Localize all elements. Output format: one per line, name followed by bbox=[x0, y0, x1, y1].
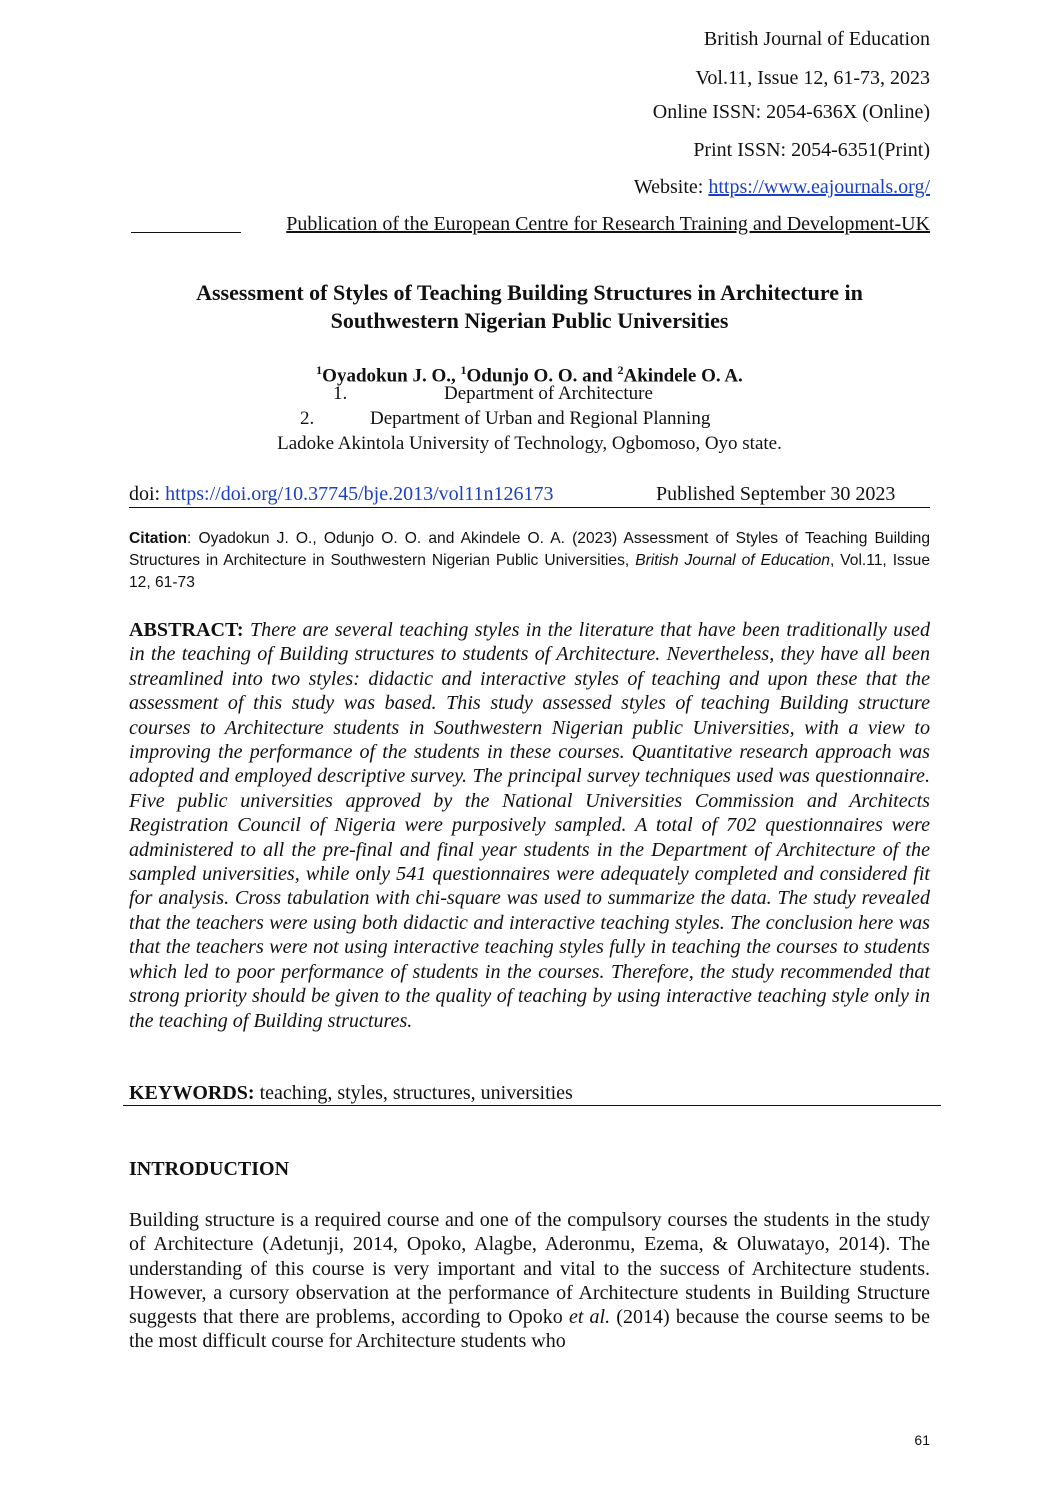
keywords-label: KEYWORDS: bbox=[129, 1082, 260, 1104]
citation-text: : Oyadokun J. O., Odunjo O. O. and Akindele O. A. (2023) Assessment of Styles of Teaching Building Structures in Architecture in Southwestern Nigerian Public Universities, bbox=[129, 530, 930, 569]
title-line-1: Assessment of Styles of Teaching Building Structures in Architecture in bbox=[196, 280, 863, 305]
website-line bbox=[634, 175, 930, 199]
introduction-text-a: Building structure is a required course and one of the compulsory courses the students in the study of Architecture (Adetunji, 2014, Opoko, Alagbe, Aderonmu, Ezema, & Oluwatayo, 2014). The understanding of this course is very important and vital to the success of Architecture students. However, a cursory observation at the performance of Architecture students in Building Structure suggests that there are problems, according to Opoko bbox=[129, 1209, 930, 1329]
affiliation-2-name: Department of Urban and Regional Planning bbox=[370, 408, 711, 429]
abstract-label: ABSTRACT: bbox=[129, 619, 250, 641]
affiliation-1-name: Department of Architecture bbox=[444, 383, 653, 404]
citation-journal: British Journal of Education bbox=[635, 552, 830, 569]
citation-block bbox=[129, 528, 930, 594]
citation-label: Citation bbox=[129, 530, 188, 547]
author-3-affil: 2 bbox=[617, 363, 624, 377]
page-number: 61 bbox=[914, 1432, 930, 1448]
introduction-text-b: (2014) because the course seems to be the most difficult course for Architecture students who bbox=[129, 1306, 930, 1353]
online-issn: Online ISSN: 2054-636X (Online) bbox=[652, 101, 930, 123]
author-3: Akindele O. A. bbox=[623, 365, 743, 387]
doi-row bbox=[129, 482, 930, 506]
publisher-line: Publication of the European Centre for Research Training and Development-UK bbox=[286, 213, 930, 235]
website-label: Website: bbox=[633, 176, 709, 198]
citation-details: , Vol.11, Issue 12, 61-73 bbox=[129, 552, 930, 591]
author-1-affil: 1 bbox=[316, 363, 323, 377]
author-1: Oyadokun J. O., bbox=[322, 365, 461, 387]
keywords-text: teaching, styles, structures, universities bbox=[259, 1082, 573, 1104]
institution: Ladoke Akintola University of Technology, Ogbomoso, Oyo state. bbox=[277, 433, 782, 454]
published-date: Published September 30 2023 bbox=[656, 483, 896, 505]
abstract-block bbox=[129, 618, 930, 1033]
doi-link[interactable]: https://doi.org/10.37745/bje.2013/vol11n126173 bbox=[165, 483, 554, 505]
affiliation-2-number: 2. bbox=[300, 408, 315, 429]
print-issn: Print ISSN: 2054-6351(Print) bbox=[693, 139, 930, 161]
introduction-heading: INTRODUCTION bbox=[129, 1158, 290, 1180]
article-title bbox=[100, 279, 959, 335]
author-2: Odunjo O. O. and bbox=[466, 365, 618, 387]
abstract-text: There are several teaching styles in the literature that have been traditionally used in the teaching of Building structures to students of Architecture. Nevertheless, they have all been streamlined into two styles: didactic and interactive styles of teaching and upon these that the assessment of this study was based. This study assessed styles of teaching Building structure courses to Architecture students in Southwestern Nigerian public Universities, with a view to improving the performance of the students in these courses. Quantitative research approach was adopted and employed descriptive survey. The principal survey techniques used was questionnaire. Five public universities approved by the National Universities Commission and Architects Registration Council of Nigeria were purposively sampled. A total of 702 questionnaires were administered to all the pre-final and final year students in the Department of Architecture of the sampled universities, while only 541 questionnaires were adequately completed and considered fit for analysis. Cross tabulation with chi-square was used to summarize the data. The study revealed that the teachers were using both didactic and interactive teaching styles. The conclusion here was that the teachers were not using interactive teaching styles fully in teaching the courses to students which led to poor performance of students in the courses. Therefore, the study recommended that strong priority should be given to the quality of teaching by using interactive teaching style only in the teaching of Building structures. bbox=[129, 619, 930, 1032]
author-2-affil: 1 bbox=[460, 363, 467, 377]
journal-name: British Journal of Education bbox=[703, 28, 930, 50]
doi-label: doi: bbox=[129, 483, 166, 505]
title-line-2: Southwestern Nigerian Public Universities bbox=[330, 308, 729, 333]
affiliation-1-number: 1. bbox=[333, 383, 348, 404]
introduction-et-al: et al. bbox=[568, 1306, 611, 1329]
website-link[interactable]: https://www.eajournals.org/ bbox=[708, 176, 930, 198]
volume-issue: Vol.11, Issue 12, 61-73, 2023 bbox=[695, 67, 930, 89]
keywords-line bbox=[129, 1081, 573, 1105]
doi-rule bbox=[129, 507, 930, 508]
keywords-rule bbox=[123, 1105, 941, 1106]
introduction-paragraph bbox=[129, 1208, 930, 1354]
